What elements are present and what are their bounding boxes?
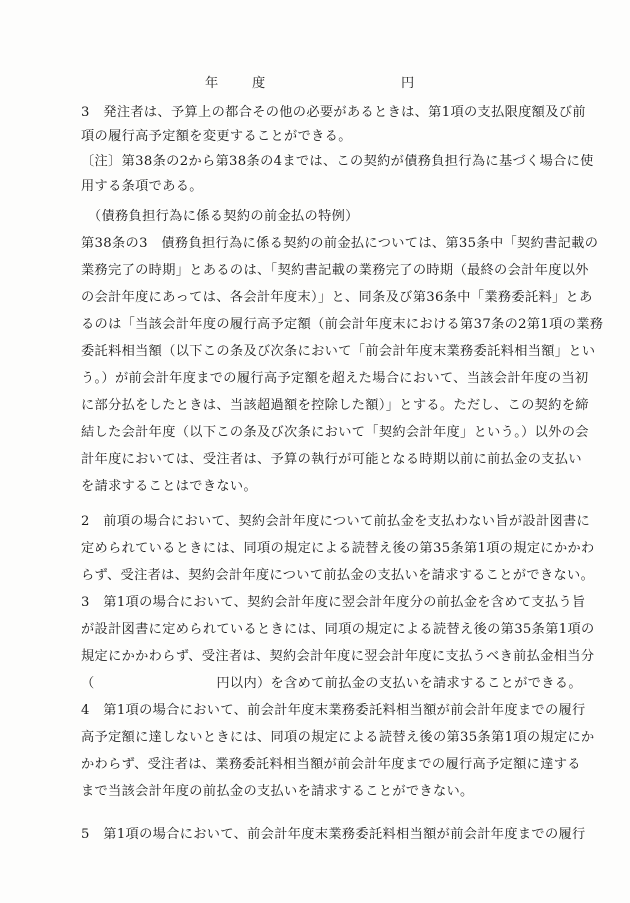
year-label: 年 bbox=[205, 76, 219, 91]
fiscal-label: 度 bbox=[252, 76, 266, 91]
yen-label: 円 bbox=[401, 76, 415, 91]
paragraph-line: 3 第1項の場合において、契約会計年度に翌会計年度分の前払金を含めて支払う旨 bbox=[81, 595, 586, 610]
paragraph-line: 定められているときには、同項の規定による読替え後の第35条第1項の規定にかかわ bbox=[81, 541, 595, 556]
paragraph-line: かわらず、受注者は、業務委託料相当額が前会計年度までの履行高予定額に達する bbox=[81, 757, 581, 772]
paragraph-line: まで当該会計年度の前払金の支払いを請求することができない。 bbox=[81, 784, 474, 799]
paragraph-line: るのは「当該会計年度の履行高予定額（前会計年度末における第37条の2第1項の業務 bbox=[81, 317, 604, 332]
paragraph-line: らず、受注者は、契約会計年度について前払金の支払いを請求することができない。 bbox=[81, 568, 595, 583]
paragraph-line: の会計年度にあっては、各会計年度末）」と、同条及び第36条中「業務委託料」とあ bbox=[81, 290, 593, 305]
paragraph-line: 項の履行高予定額を変更することができる。 bbox=[81, 129, 352, 144]
paragraph-line: を請求することはできない。 bbox=[81, 479, 257, 494]
paragraph-line: 計年度においては、受注者は、予算の執行が可能となる時期以前に前払金の支払い bbox=[81, 452, 582, 467]
paragraph-line: が設計図書に定められているときには、同項の規定による読替え後の第35条第1項の bbox=[81, 622, 595, 637]
paragraph-line: 規定にかかわらず、受注者は、契約会計年度に翌会計年度に支払うべき前払金相当分 bbox=[81, 649, 595, 664]
paragraph-line: 委託料相当額（以下この条及び次条において「前会計年度末業務委託料相当額」とい bbox=[81, 344, 596, 359]
note-line: 用する条項である。 bbox=[81, 179, 203, 194]
paragraph-line: 4 第1項の場合において、前会計年度末業務委託料相当額が前会計年度までの履行 bbox=[81, 703, 586, 718]
paragraph-line: に部分払をしたときは、当該超過額を控除した額）」とする。ただし、この契約を締 bbox=[81, 398, 589, 413]
paragraph-line: 結した会計年度（以下この条及び次条において「契約会計年度」という。）以外の会 bbox=[81, 425, 589, 440]
paragraph-line: 高予定額に達しないときには、同項の規定による読替え後の第35条第1項の規定にか bbox=[81, 730, 595, 745]
paragraph-line: う。）が前会計年度までの履行高予定額を超えた場合において、当該会計年度の当初 bbox=[81, 371, 589, 386]
paragraph-line: 5 第1項の場合において、前会計年度末業務委託料相当額が前会計年度までの履行 bbox=[81, 827, 586, 842]
article-line: 第38条の3 債務負担行為に係る契約の前金払については、第35条中「契約書記載の bbox=[81, 236, 599, 251]
amount-line: （ 円以内）を含めて前払金の支払いを請求することができる。 bbox=[81, 676, 582, 691]
section-heading: （債務負担行為に係る契約の前金払の特例） bbox=[81, 209, 359, 224]
fiscal-year-amount-row bbox=[0, 75, 630, 93]
note-line: 〔注〕第38条の2から第38条の4までは、この契約が債務負担行為に基づく場合に使 bbox=[81, 154, 594, 169]
paragraph-line: 業務完了の時期」とあるのは、「契約書記載の業務完了の時期（最終の会計年度以外 bbox=[81, 263, 589, 278]
paragraph-line: 2 前項の場合において、契約会計年度について前払金を支払わない旨が設計図書に bbox=[81, 514, 591, 529]
paragraph-line: 3 発注者は、予算上の都合その他の必要があるときは、第1項の支払限度額及び前 bbox=[81, 105, 586, 120]
